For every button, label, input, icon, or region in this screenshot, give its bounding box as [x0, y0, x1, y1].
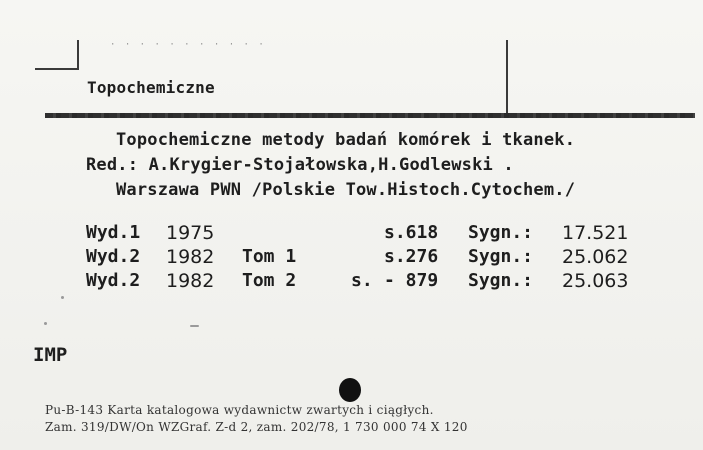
edition-year: 1975: [166, 222, 215, 244]
header-dotted-line: · · · · · · · · · · ·: [110, 40, 266, 50]
signature-number: 25.063: [562, 270, 629, 292]
signature-label: Sygn.:: [468, 270, 534, 291]
paper-speck: [190, 325, 199, 327]
editors-line: Red.: A.Krygier-Stojałowska,H.Godlewski .: [86, 155, 514, 175]
publisher-line: Warszawa PWN /Polskie Tow.Histoch.Cytochem./: [116, 180, 576, 200]
header-top-left-line: [35, 68, 78, 70]
volume-label: Tom 1: [242, 246, 297, 267]
header-left-divider: [77, 40, 79, 70]
edition-row-2: [86, 246, 686, 268]
footer-print-line: Zam. 319/DW/On WZGraf. Z-d 2, zam. 202/78, 1 730 000 74 X 120: [45, 420, 468, 434]
page-count: - 879: [384, 270, 439, 291]
edition-year: 1982: [166, 246, 215, 268]
edition-row-1: [86, 222, 686, 244]
edition-label: Wyd.1: [86, 222, 141, 243]
signature-number: 17.521: [562, 222, 629, 244]
edition-row-3: [86, 270, 686, 292]
volume-label: Tom 2: [242, 270, 297, 291]
signature-label: Sygn.:: [468, 222, 534, 243]
edition-label: Wyd.2: [86, 270, 141, 291]
book-title: Topochemiczne metody badań komórek i tkanek.: [116, 130, 576, 150]
pages-prefix: s.: [351, 270, 373, 291]
edition-label: Wyd.2: [86, 246, 141, 267]
page-count: s.618: [384, 222, 439, 243]
footer-form-line: Pu-B-143 Karta katalogowa wydawnictw zwartych i ciągłych.: [45, 403, 434, 417]
library-code: IMP: [33, 344, 68, 366]
header-right-divider: [506, 40, 508, 115]
punch-hole-icon: [339, 378, 361, 402]
paper-speck: [61, 296, 64, 299]
signature-label: Sygn.:: [468, 246, 534, 267]
page-count: s.276: [384, 246, 439, 267]
signature-number: 25.062: [562, 246, 629, 268]
header-subject-label: Topochemiczne: [87, 78, 215, 97]
paper-speck: [44, 322, 47, 325]
header-thick-rule: [45, 113, 695, 118]
edition-year: 1982: [166, 270, 215, 292]
